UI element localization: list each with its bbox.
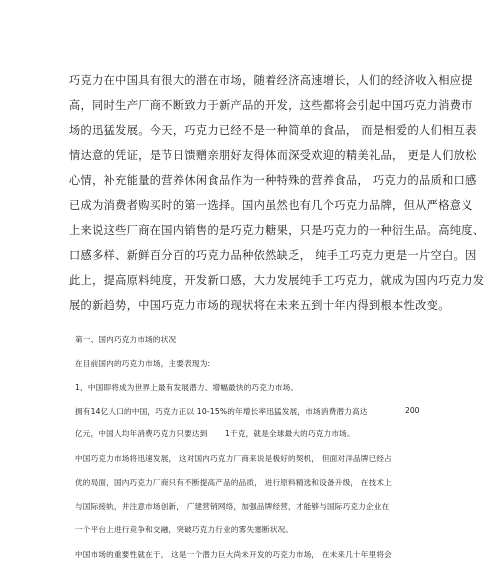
para2-line-4: 一个平台上进行竞争和交融，突破巧克力行业的雾失塞断状况。 bbox=[75, 525, 294, 534]
intro-line-3: 场的迅猛发展。今天，巧克力已经不是一种简单的食品， 而是相爱的人们相互表 bbox=[69, 124, 477, 137]
intro-line-6: 已成为消费者购买时的第一选择。国内虽然也有几个巧克力品牌，但从严格意义 bbox=[69, 199, 473, 212]
intro-line-10: 展的新趋势，中国巧克力市场的现状将在未来五到十年内得到根本性改变。 bbox=[69, 299, 450, 312]
point-1: 1、中国即将成为世界上最有发展潜力、增幅最快的巧克力市场。 bbox=[75, 383, 299, 392]
para1-number: 200 bbox=[405, 406, 420, 415]
section-subheading: 在目前国内的巧克力市场，主要表现为: bbox=[75, 359, 211, 368]
para1-line-2b: 1千克，就是全球最大的巧克力市场。 bbox=[225, 429, 355, 438]
intro-line-4: 情达意的凭证，是节日馈赠亲朋好友得体而深受欢迎的精美礼品， 更是人们放松 bbox=[69, 149, 477, 162]
para2-line-1: 中国巧克力市场将迅速发展， 这对国内巧克力厂商来说是极好的契机， 但面对洋品牌已经占 bbox=[75, 454, 392, 463]
intro-line-7: 上来说这些厂商在国内销售的是巧克力糖果，只是巧克力的一种衍生品。高纯度、 bbox=[69, 224, 485, 237]
para2-line-2: 优的局面，国内巧克力厂商只有不断提高产品的品质， 进行原料精选和设备升级， 在技术上 bbox=[75, 478, 392, 487]
intro-line-2: 高，同时生产厂商不断致力于新产品的开发，这些都将会引起中国巧克力消费市 bbox=[69, 99, 473, 112]
para2-line-3: 与国际接轨，并注意市场创新， 广建营销网络，加强品牌经营，才能够与国际巧克力企业在 bbox=[75, 502, 390, 511]
para1-line-1: 拥有14亿人口的中国，巧克力正以 10-15%的年增长率迅猛发展，市场消费潜力高达 bbox=[75, 407, 368, 416]
intro-line-1: 巧克力在中国具有很大的潜在市场，随着经济高速增长，人们的经济收入相应提 bbox=[69, 74, 473, 87]
intro-line-8: 口感多样、新鲜百分百的巧克力品种依然缺乏， 纯手工巧克力更是一片空白。因 bbox=[69, 249, 477, 262]
para1-line-2a: 亿元，中国人均年消费巧克力只要达到 bbox=[75, 429, 208, 438]
intro-line-5: 心情，补充能量的营养休闲食品作为一种特殊的营养食品， 巧克力的品质和口感 bbox=[69, 174, 477, 187]
para3-line-1: 中国市场的重要性就在于， 这是一个潜力巨大尚未开发的巧克力市场， 在未来几十年里将会 bbox=[75, 550, 392, 559]
section-heading: 第一、国内巧克力市场的状况 bbox=[75, 335, 177, 344]
intro-line-9: 此上，提高原料纯度，开发新口感，大力发展纯手工巧克力，就成为国内巧克力发 bbox=[69, 274, 485, 287]
